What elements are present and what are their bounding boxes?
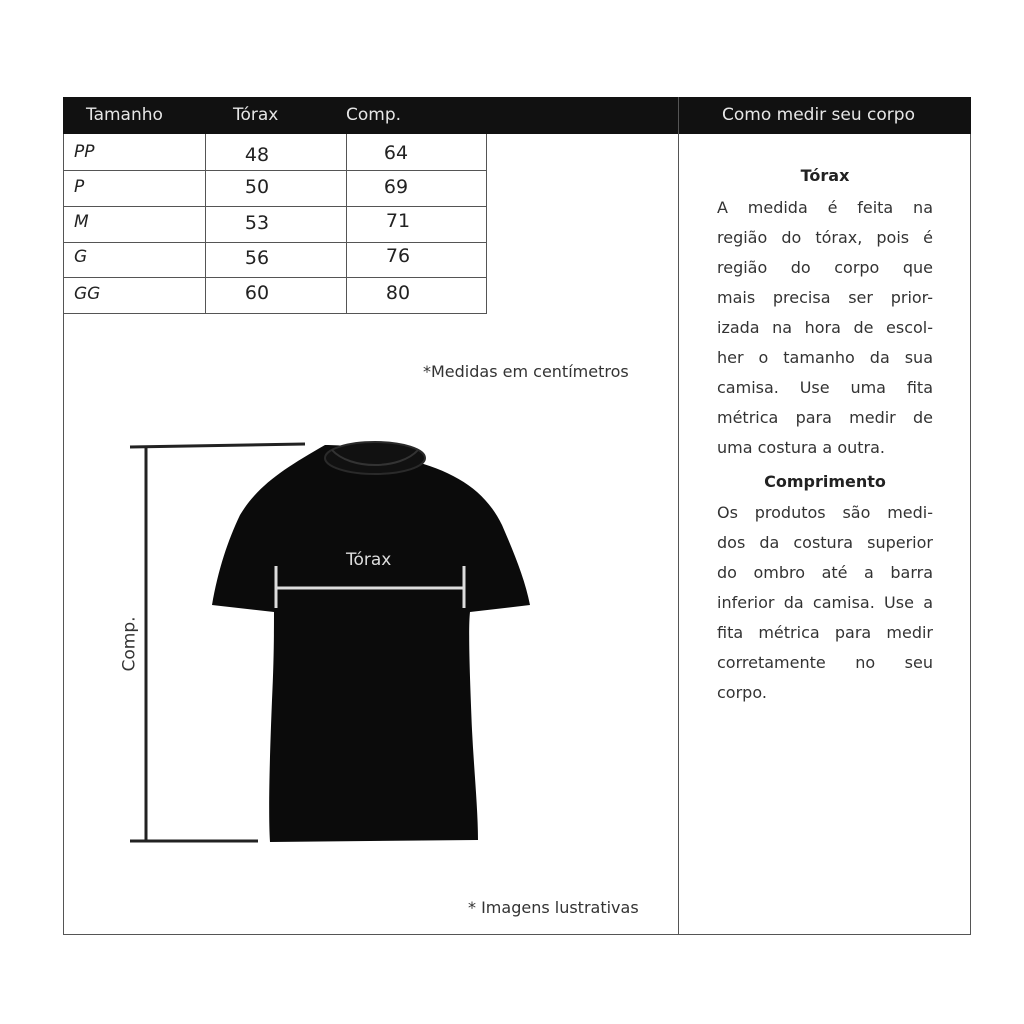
size-label: GG bbox=[74, 284, 101, 304]
torax-figure-label: Tórax bbox=[346, 550, 392, 570]
table-grid-line bbox=[205, 134, 206, 314]
table-grid-line bbox=[63, 206, 486, 207]
table-grid-line bbox=[63, 313, 486, 314]
comp-value: 76 bbox=[385, 245, 411, 267]
header-comp: Comp. bbox=[346, 105, 402, 125]
comprimento-section-title: Comprimento bbox=[764, 472, 886, 491]
comp-value: 80 bbox=[385, 282, 411, 304]
text-line: corpo. bbox=[717, 683, 767, 702]
header-how-to-measure: Como medir seu corpo bbox=[722, 105, 915, 125]
torax-section-title: Tórax bbox=[800, 166, 850, 185]
torax-value: 48 bbox=[244, 144, 270, 166]
table-grid-line bbox=[63, 242, 486, 243]
torax-value: 56 bbox=[244, 247, 270, 269]
text-line: uma costura a outra. bbox=[717, 438, 885, 457]
text-line: A medida é feita na bbox=[717, 198, 933, 217]
table-grid-line bbox=[346, 134, 347, 314]
units-note: *Medidas em centímetros bbox=[423, 362, 629, 381]
torax-value: 60 bbox=[244, 282, 270, 304]
text-line: izada na hora de escol- bbox=[717, 318, 933, 337]
text-line: corretamente no seu bbox=[717, 653, 933, 672]
text-line: Os produtos são medi- bbox=[717, 503, 933, 522]
comprimento-description bbox=[717, 498, 933, 708]
text-line: região do corpo que bbox=[717, 258, 933, 277]
text-line: mais precisa ser prior- bbox=[717, 288, 933, 307]
comp-value: 69 bbox=[383, 176, 409, 198]
text-line: camisa. Use uma fita bbox=[717, 378, 933, 397]
size-label: M bbox=[74, 212, 89, 232]
tshirt-illustration bbox=[110, 430, 550, 860]
column-divider bbox=[678, 97, 679, 935]
comp-value: 71 bbox=[385, 210, 411, 232]
size-label: PP bbox=[74, 142, 95, 162]
text-line: fita métrica para medir bbox=[717, 623, 933, 642]
torax-value: 53 bbox=[244, 212, 270, 234]
header-torax: Tórax bbox=[233, 105, 279, 125]
comp-value: 64 bbox=[383, 142, 409, 164]
torax-description bbox=[717, 193, 933, 463]
tshirt-icon bbox=[212, 445, 530, 842]
table-grid-line bbox=[63, 277, 486, 278]
header-tamanho: Tamanho bbox=[86, 105, 163, 125]
table-grid-line bbox=[486, 134, 487, 314]
torax-value: 50 bbox=[244, 176, 270, 198]
text-line: métrica para medir de bbox=[717, 408, 933, 427]
illustrative-note: * Imagens lustrativas bbox=[468, 898, 639, 917]
size-label: G bbox=[74, 247, 88, 267]
text-line: região do tórax, pois é bbox=[717, 228, 933, 247]
text-line: dos da costura superior bbox=[717, 533, 933, 552]
comp-figure-label: Comp. bbox=[119, 616, 140, 672]
text-line: inferior da camisa. Use a bbox=[717, 593, 933, 612]
table-grid-line bbox=[63, 170, 486, 171]
text-line: do ombro até a barra bbox=[717, 563, 933, 582]
text-line: her o tamanho da sua bbox=[717, 348, 933, 367]
size-label: P bbox=[74, 177, 85, 197]
